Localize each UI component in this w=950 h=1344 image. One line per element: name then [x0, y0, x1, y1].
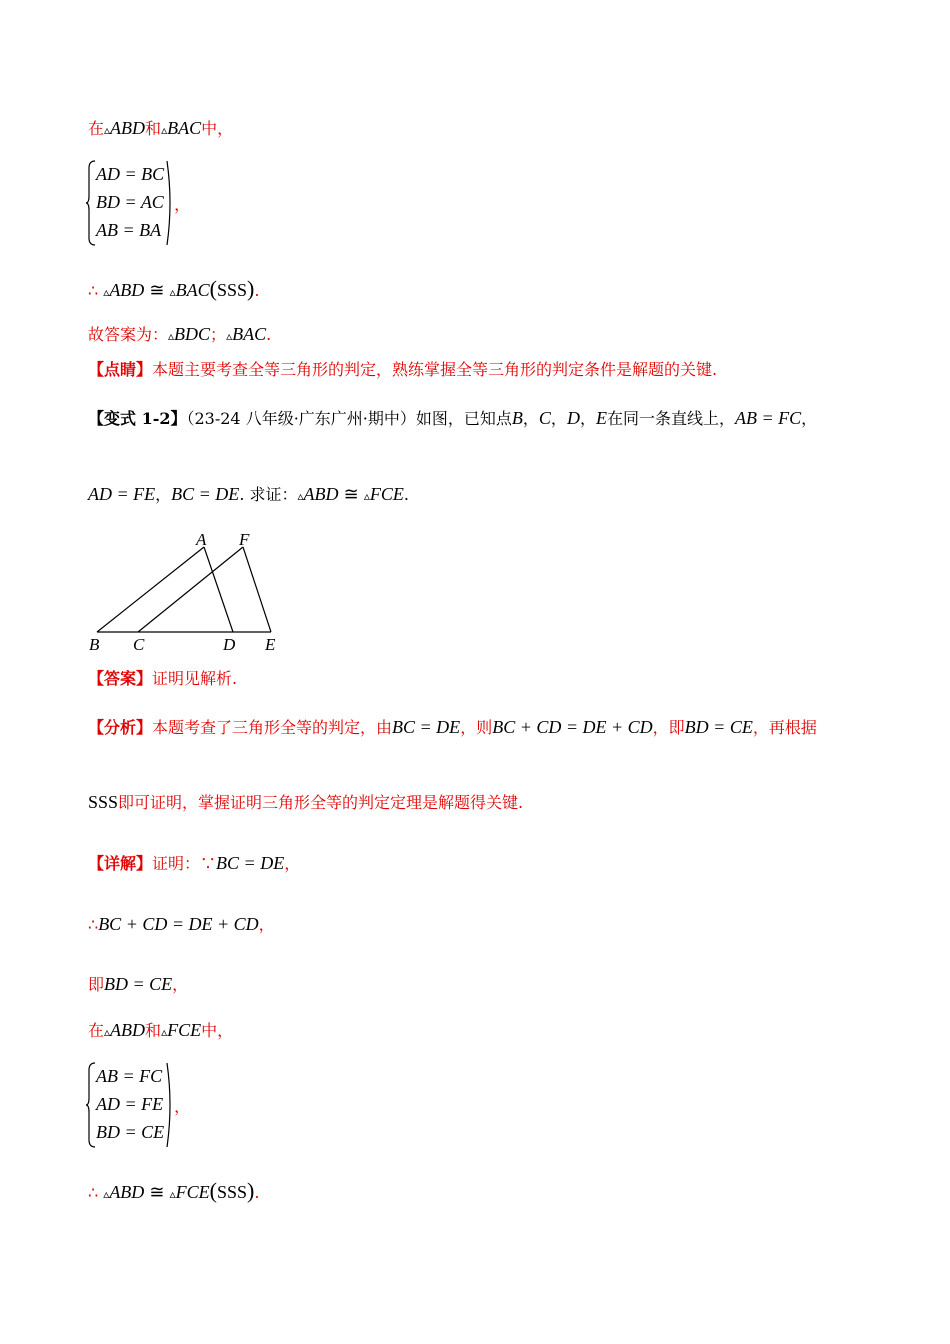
dianjing-line — [88, 358, 717, 382]
therefore-symbol: ∴ — [88, 915, 99, 934]
text: 即可证明，掌握证明三角形全等的判定定理是解题得关键. — [118, 793, 524, 812]
segment-fe — [243, 547, 271, 632]
rule-name: SSS — [88, 792, 119, 812]
right-paren-icon — [166, 160, 174, 246]
label-a: A — [196, 530, 207, 549]
segment-ad — [204, 547, 233, 632]
equation-row: AD = FE — [96, 1094, 164, 1114]
comma: ， — [258, 915, 275, 934]
rule-name: SSS — [216, 280, 247, 300]
source: （23-24 八年级·广东广州·期中） — [186, 409, 416, 428]
triangle-name: BAC — [175, 280, 210, 300]
comma: ， — [579, 409, 596, 428]
left-brace-icon — [86, 1062, 96, 1148]
text: 在 — [88, 119, 105, 138]
triangle-name: ABD — [110, 1020, 146, 1040]
equation: BC + CD = DE + CD — [492, 717, 653, 737]
comma: ， — [284, 854, 301, 873]
triangle-symbol-icon: ▵ — [169, 1187, 176, 1201]
triangle-symbol-icon: ▵ — [168, 329, 175, 343]
comma: ， — [801, 409, 818, 428]
text: ，再根据 — [752, 718, 817, 737]
section-tag: 【答案】 — [88, 669, 153, 688]
period: . — [254, 1183, 260, 1202]
separator: ； — [210, 325, 227, 344]
label-c: C — [133, 635, 145, 654]
text: 和 — [145, 119, 162, 138]
comma: ， — [550, 409, 567, 428]
rule-name: SSS — [216, 1182, 247, 1202]
detail-line-3 — [88, 972, 188, 997]
label-d: D — [223, 635, 236, 654]
comma: ， — [174, 194, 191, 214]
triangle-name: FCE — [369, 484, 404, 504]
triangle-name: ABD — [110, 118, 146, 138]
triangle-symbol-icon: ▵ — [363, 489, 370, 503]
triangle-name: FCE — [167, 1020, 202, 1040]
equation-row: AB = BA — [96, 220, 162, 240]
equation: BD = CE — [684, 717, 753, 737]
point: B — [511, 408, 523, 428]
detail-line-1 — [88, 851, 300, 876]
variant-line-2 — [88, 482, 409, 508]
section-tag: 【详解】 — [88, 854, 153, 873]
triangle-name: ABD — [303, 484, 339, 504]
point: C — [538, 408, 551, 428]
label-f: F — [239, 530, 250, 549]
text: 中， — [201, 1021, 234, 1040]
congruent-symbol: ≅ — [149, 1182, 165, 1202]
equation: BC = DE — [392, 717, 461, 737]
left-brace-icon — [86, 160, 96, 246]
text: . 求证： — [239, 485, 298, 504]
congruent-symbol: ≅ — [343, 484, 359, 504]
point: D — [566, 408, 580, 428]
point: E — [595, 408, 607, 428]
comma: ， — [172, 975, 189, 994]
equation: BC = DE — [171, 484, 240, 504]
segment-ba — [97, 547, 204, 632]
equation-system-2 — [86, 1062, 190, 1148]
equation-system-1 — [86, 160, 190, 246]
comma: ， — [174, 1096, 191, 1116]
text: ，则 — [460, 718, 493, 737]
triangle-symbol-icon: ▵ — [161, 1025, 168, 1039]
text: 本题考查了三角形全等的判定，由 — [152, 718, 393, 737]
text: 故答案为： — [88, 325, 169, 344]
comma: ， — [522, 409, 539, 428]
text: 证明见解析. — [152, 669, 238, 688]
therefore-symbol: ∴ — [88, 1183, 99, 1202]
triangle-symbol-icon: ▵ — [226, 329, 233, 343]
label-e: E — [265, 635, 276, 654]
triangle-name: BAC — [167, 118, 202, 138]
triangle-name: FCE — [175, 1182, 210, 1202]
congruent-symbol: ≅ — [149, 280, 165, 300]
equation-row: BD = AC — [96, 192, 164, 212]
analysis-line-1 — [88, 715, 817, 740]
detail-line-2 — [88, 912, 275, 937]
label-b: B — [89, 635, 100, 654]
triangle-symbol-icon: ▵ — [104, 123, 111, 137]
equation: BC + CD = DE + CD — [98, 914, 259, 934]
text: 如图，已知点 — [415, 409, 512, 428]
text: 中， — [201, 119, 234, 138]
answer-line — [88, 322, 271, 348]
variant-line-1 — [88, 406, 817, 431]
triangle-symbol-icon: ▵ — [103, 1187, 110, 1201]
triangle-name: BAC — [232, 324, 267, 344]
intro-line-1 — [88, 116, 233, 142]
triangle-symbol-icon: ▵ — [104, 1025, 111, 1039]
geometry-figure — [80, 525, 300, 655]
equation-row: AD = BC — [96, 164, 165, 184]
answer-section — [88, 667, 237, 691]
intro-line-2 — [88, 1018, 233, 1044]
text: 和 — [145, 1021, 162, 1040]
equation: AD = FE — [88, 484, 156, 504]
text: ，即 — [652, 718, 685, 737]
segment-cf — [138, 547, 243, 632]
equation: BD = CE — [104, 974, 173, 994]
section-tag: 【点睛】 — [88, 360, 153, 379]
because-symbol: ∵ — [200, 854, 217, 873]
therefore-symbol: ∴ — [88, 281, 99, 300]
equation: BC = DE — [216, 853, 285, 873]
text: 即 — [88, 975, 105, 994]
triangle-name: ABD — [109, 280, 145, 300]
equation: AB = FC — [734, 408, 802, 428]
conclusion-line-1: ∴ ▵ABD ≅ ▵BAC(SSS). — [88, 276, 260, 301]
period: . — [266, 325, 272, 344]
equation-row: AB = FC — [96, 1066, 163, 1086]
text: 证明： — [152, 854, 201, 873]
right-paren-icon — [166, 1062, 174, 1148]
text: 在同一条直线上， — [606, 409, 735, 428]
text: 在 — [88, 1021, 105, 1040]
section-tag: 【分析】 — [88, 718, 153, 737]
comma: ， — [155, 485, 172, 504]
triangle-symbol-icon: ▵ — [169, 285, 176, 299]
text: 本题主要考查全等三角形的判定，熟练掌握全等三角形的判定条件是解题的关键. — [152, 360, 718, 379]
triangle-symbol-icon: ▵ — [103, 285, 110, 299]
triangle-symbol-icon: ▵ — [161, 123, 168, 137]
conclusion-line-2: ∴ ▵ABD ≅ ▵FCE(SSS). — [88, 1178, 260, 1203]
triangle-name: ABD — [109, 1182, 145, 1202]
analysis-line-2 — [88, 790, 523, 815]
period: . — [403, 485, 409, 504]
triangle-name: BDC — [174, 324, 211, 344]
period: . — [254, 281, 260, 300]
triangle-symbol-icon: ▵ — [297, 489, 304, 503]
section-tag: 【变式 1-2】 — [88, 409, 187, 428]
equation-row: BD = CE — [96, 1122, 165, 1142]
